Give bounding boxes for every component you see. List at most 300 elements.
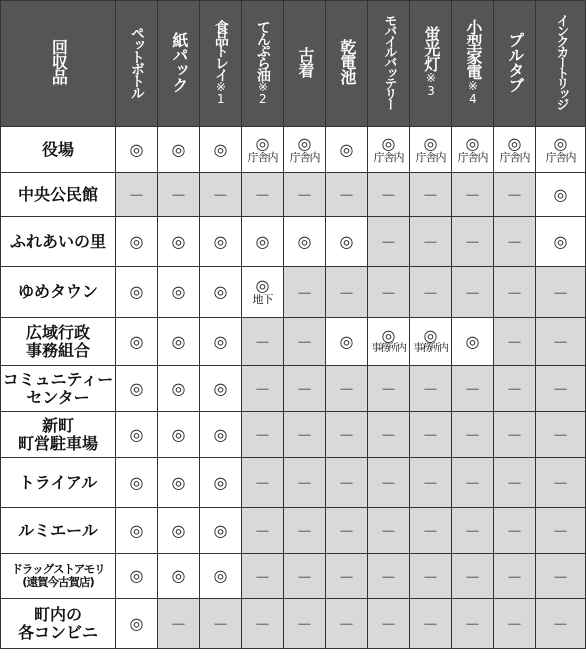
location-note: 庁舎内 (545, 150, 576, 164)
available-cell (200, 366, 242, 412)
unavailable-cell (284, 554, 326, 599)
unavailable-cell (452, 458, 494, 508)
unavailable-cell (536, 458, 586, 508)
column-header-9 (494, 1, 536, 127)
double-circle-icon: ◎ (255, 276, 270, 296)
column-header-text: 小型家電 (463, 18, 483, 79)
dash-mark: － (170, 186, 187, 205)
dash-mark: － (464, 380, 481, 399)
item-header-label: 回収品 (49, 39, 69, 84)
unavailable-cell (536, 508, 586, 554)
location-cell (1, 318, 116, 366)
location-note: 庁舎内 (415, 150, 446, 164)
dash-mark: － (422, 283, 439, 303)
unavailable-cell (452, 508, 494, 554)
available-cell (410, 127, 452, 173)
dash-mark: － (380, 186, 397, 205)
unavailable-cell (242, 599, 284, 649)
available-cell (116, 318, 158, 366)
available-cell (116, 458, 158, 508)
double-circle-icon: ◎ (255, 133, 270, 153)
column-header-label (422, 26, 439, 97)
dash-mark: － (506, 567, 523, 587)
double-circle-icon: ◎ (423, 133, 438, 153)
double-circle-icon: ◎ (213, 139, 228, 159)
column-header-note: ※1 (213, 79, 228, 104)
unavailable-cell (326, 554, 368, 599)
column-header-label (170, 32, 187, 92)
double-circle-icon: ◎ (129, 472, 144, 492)
unavailable-cell (200, 173, 242, 217)
unavailable-cell (410, 458, 452, 508)
column-header-text: プルタブ (505, 31, 525, 92)
location-note: 庁舎内 (499, 150, 530, 164)
unavailable-cell (410, 173, 452, 217)
table-row (1, 458, 586, 508)
double-circle-icon: ◎ (171, 472, 186, 492)
location-cell (1, 458, 116, 508)
dash-mark: － (552, 426, 569, 445)
available-cell (284, 217, 326, 267)
dash-mark: － (254, 615, 271, 634)
dash-mark: － (506, 186, 523, 205)
unavailable-cell (284, 267, 326, 318)
unavailable-cell (368, 599, 410, 649)
column-header-text: インクカートリッジ (553, 14, 569, 109)
dash-mark: － (338, 567, 355, 587)
available-cell (410, 318, 452, 366)
dash-mark: － (552, 380, 569, 399)
column-header-7 (410, 1, 452, 127)
column-header-3 (242, 1, 284, 127)
available-cell (368, 318, 410, 366)
double-circle-icon: ◎ (465, 331, 480, 351)
available-cell (116, 366, 158, 412)
double-circle-icon: ◎ (553, 133, 568, 153)
dash-mark: － (254, 522, 271, 541)
location-name-line: ゆめタウン (17, 282, 98, 302)
double-circle-icon: ◎ (213, 378, 228, 398)
unavailable-cell (284, 458, 326, 508)
dash-mark: － (212, 615, 229, 634)
column-header-label (382, 14, 396, 109)
column-header-8 (452, 1, 494, 127)
dash-mark: － (506, 522, 523, 541)
column-header-text: 乾電池 (337, 39, 357, 84)
double-circle-icon: ◎ (129, 520, 144, 540)
dash-mark: － (254, 333, 271, 352)
available-cell (116, 599, 158, 649)
dash-mark: － (422, 615, 439, 634)
dash-mark: － (296, 474, 313, 493)
dash-mark: － (464, 567, 481, 587)
location-name-line: 事務組合 (25, 340, 90, 360)
double-circle-icon: ◎ (171, 331, 186, 351)
unavailable-cell (410, 366, 452, 412)
dash-mark: － (380, 426, 397, 445)
dash-mark: － (422, 380, 439, 399)
location-name-line: トライアル (18, 472, 98, 492)
location-name-line: 新町 (41, 415, 74, 435)
unavailable-cell (410, 554, 452, 599)
available-cell (536, 173, 586, 217)
double-circle-icon: ◎ (339, 139, 354, 159)
table-body (1, 127, 586, 649)
dash-mark: － (552, 567, 569, 587)
unavailable-cell (242, 318, 284, 366)
dash-mark: － (254, 186, 271, 205)
unavailable-cell (284, 366, 326, 412)
dash-mark: － (552, 283, 569, 303)
available-cell (242, 217, 284, 267)
location-note: 庁舎内 (457, 150, 488, 164)
column-header-1 (158, 1, 200, 127)
table-row (1, 267, 586, 318)
dash-mark: － (380, 522, 397, 541)
column-header-0 (116, 1, 158, 127)
available-cell (158, 458, 200, 508)
double-circle-icon: ◎ (553, 184, 568, 204)
available-cell (326, 127, 368, 173)
location-note: 庁舎内 (247, 150, 278, 164)
double-circle-icon: ◎ (297, 133, 312, 153)
column-header-text: 食品トレイ (212, 19, 229, 80)
location-name-line: 広域行政 (25, 322, 90, 342)
unavailable-cell (452, 412, 494, 458)
dash-mark: － (422, 567, 439, 587)
dash-mark: － (338, 186, 355, 205)
column-header-label (255, 20, 270, 104)
available-cell (158, 217, 200, 267)
unavailable-cell (536, 412, 586, 458)
location-name-line: ルミエール (18, 520, 98, 540)
unavailable-cell (242, 173, 284, 217)
column-header-label (464, 19, 481, 105)
available-cell (284, 127, 326, 173)
dash-mark: － (464, 426, 481, 445)
location-name-line: 中央公民館 (17, 184, 98, 204)
dash-mark: － (464, 283, 481, 303)
unavailable-cell (242, 412, 284, 458)
table-row (1, 127, 586, 173)
double-circle-icon: ◎ (213, 424, 228, 444)
double-circle-icon: ◎ (381, 133, 396, 153)
unavailable-cell (452, 554, 494, 599)
unavailable-cell (242, 366, 284, 412)
unavailable-cell (410, 412, 452, 458)
available-cell (452, 127, 494, 173)
column-header-text: 古着 (295, 46, 315, 77)
dash-mark: － (464, 474, 481, 493)
dash-mark: － (422, 186, 439, 205)
dash-mark: － (422, 233, 439, 252)
double-circle-icon: ◎ (213, 520, 228, 540)
location-name-line: 町営駐車場 (17, 433, 98, 453)
location-note: 庁舎内 (373, 150, 404, 164)
unavailable-cell (284, 173, 326, 217)
column-header-5 (326, 1, 368, 127)
dash-mark: － (170, 615, 187, 634)
location-note: 地下 (252, 293, 273, 307)
dash-mark: － (464, 186, 481, 205)
unavailable-cell (494, 173, 536, 217)
available-cell (200, 412, 242, 458)
table-row (1, 366, 586, 412)
location-name-line: センター (26, 387, 90, 407)
available-cell (326, 217, 368, 267)
available-cell (158, 267, 200, 318)
unavailable-cell (368, 267, 410, 318)
unavailable-cell (200, 599, 242, 649)
header-row (1, 1, 586, 127)
location-cell (1, 366, 116, 412)
dash-mark: － (296, 380, 313, 399)
column-header-text: ペットボトル (128, 25, 145, 98)
unavailable-cell (242, 508, 284, 554)
unavailable-cell (326, 366, 368, 412)
available-cell (158, 554, 200, 599)
double-circle-icon: ◎ (129, 378, 144, 398)
available-cell (200, 127, 242, 173)
dash-mark: － (380, 615, 397, 634)
available-cell (536, 217, 586, 267)
unavailable-cell (368, 366, 410, 412)
dash-mark: － (552, 474, 569, 493)
unavailable-cell (410, 217, 452, 267)
dash-mark: － (506, 283, 523, 303)
dash-mark: － (506, 474, 523, 493)
unavailable-cell (368, 173, 410, 217)
unavailable-cell (326, 267, 368, 318)
dash-mark: － (380, 474, 397, 493)
unavailable-cell (494, 554, 536, 599)
unavailable-cell (536, 267, 586, 318)
location-name-line: 各コンビニ (17, 622, 98, 642)
unavailable-cell (494, 599, 536, 649)
available-cell (242, 267, 284, 318)
column-header-note: ※2 (255, 79, 270, 104)
available-cell (116, 508, 158, 554)
double-circle-icon: ◎ (129, 331, 144, 351)
unavailable-cell (494, 217, 536, 267)
double-circle-icon: ◎ (129, 139, 144, 159)
column-header-text: 蛍光灯 (421, 26, 441, 71)
double-circle-icon: ◎ (213, 282, 228, 301)
column-header-6 (368, 1, 410, 127)
location-cell (1, 508, 116, 554)
dash-mark: － (296, 615, 313, 634)
unavailable-cell (410, 508, 452, 554)
dash-mark: － (128, 186, 145, 205)
unavailable-cell (368, 508, 410, 554)
column-header-text: てんぷら油 (254, 19, 271, 80)
unavailable-cell (494, 458, 536, 508)
available-cell (116, 412, 158, 458)
location-name-line: 役場 (41, 139, 74, 159)
unavailable-cell (536, 554, 586, 599)
double-circle-icon: ◎ (339, 331, 354, 351)
column-header-label (129, 26, 144, 98)
unavailable-cell (536, 318, 586, 366)
unavailable-cell (284, 599, 326, 649)
dash-mark: － (422, 474, 439, 493)
column-header-label (554, 14, 568, 109)
column-header-text: 紙パック (169, 31, 189, 92)
dash-mark: － (296, 522, 313, 541)
unavailable-cell (452, 599, 494, 649)
table-row (1, 554, 586, 599)
double-circle-icon: ◎ (297, 231, 312, 251)
dash-mark: － (254, 380, 271, 399)
available-cell (116, 267, 158, 318)
dash-mark: － (380, 380, 397, 399)
unavailable-cell (326, 173, 368, 217)
unavailable-cell (410, 599, 452, 649)
available-cell (494, 127, 536, 173)
dash-mark: － (506, 333, 523, 352)
double-circle-icon: ◎ (171, 231, 186, 251)
location-name-line: ドラッグストアモリ (11, 562, 105, 577)
location-name-line: コミュニティー (2, 369, 114, 389)
unavailable-cell (368, 554, 410, 599)
unavailable-cell (494, 366, 536, 412)
dash-mark: － (380, 567, 397, 587)
unavailable-cell (284, 508, 326, 554)
available-cell (200, 217, 242, 267)
dash-mark: － (506, 615, 523, 634)
column-header-note: ※3 (423, 71, 438, 97)
unavailable-cell (494, 508, 536, 554)
double-circle-icon: ◎ (213, 472, 228, 492)
available-cell (158, 318, 200, 366)
dash-mark: － (464, 522, 481, 541)
unavailable-cell (242, 458, 284, 508)
dash-mark: － (380, 233, 397, 252)
dash-mark: － (552, 333, 569, 352)
unavailable-cell (242, 554, 284, 599)
available-cell (368, 127, 410, 173)
available-cell (242, 127, 284, 173)
dash-mark: － (296, 186, 313, 205)
unavailable-cell (494, 267, 536, 318)
table-header (1, 1, 586, 127)
table-row (1, 173, 586, 217)
unavailable-cell (452, 366, 494, 412)
column-header-2 (200, 1, 242, 127)
dash-mark: － (506, 426, 523, 445)
dash-mark: － (338, 615, 355, 634)
unavailable-cell (368, 217, 410, 267)
available-cell (326, 318, 368, 366)
table-row (1, 599, 586, 649)
dash-mark: － (422, 426, 439, 445)
dash-mark: － (254, 474, 271, 493)
location-cell (1, 412, 116, 458)
double-circle-icon: ◎ (171, 424, 186, 444)
double-circle-icon: ◎ (213, 566, 228, 585)
dash-mark: － (254, 426, 271, 445)
dash-mark: － (296, 333, 313, 352)
available-cell (200, 267, 242, 318)
unavailable-cell (452, 173, 494, 217)
available-cell (536, 127, 586, 173)
double-circle-icon: ◎ (129, 613, 144, 633)
column-header-note: ※4 (465, 78, 480, 105)
column-header-label (338, 39, 355, 84)
available-cell (158, 127, 200, 173)
unavailable-cell (368, 458, 410, 508)
location-name-line: (遠賀今古賀店) (22, 575, 94, 589)
unavailable-cell (452, 217, 494, 267)
available-cell (158, 366, 200, 412)
unavailable-cell (536, 366, 586, 412)
double-circle-icon: ◎ (171, 139, 186, 159)
location-cell (1, 599, 116, 649)
unavailable-cell (494, 318, 536, 366)
unavailable-cell (326, 599, 368, 649)
location-name-line: 町内の (33, 604, 82, 624)
unavailable-cell (452, 267, 494, 318)
location-note: 事務所内 (371, 343, 406, 355)
double-circle-icon: ◎ (553, 231, 568, 251)
location-name-line: ふれあいの里 (9, 231, 106, 251)
available-cell (200, 318, 242, 366)
unavailable-cell (326, 458, 368, 508)
table-row (1, 508, 586, 554)
dash-mark: － (338, 380, 355, 399)
dash-mark: － (506, 380, 523, 399)
double-circle-icon: ◎ (129, 282, 144, 301)
double-circle-icon: ◎ (171, 566, 186, 585)
column-header-text: モバイルバッテリー (381, 14, 397, 109)
location-cell (1, 217, 116, 267)
double-circle-icon: ◎ (381, 326, 396, 346)
table-row (1, 217, 586, 267)
double-circle-icon: ◎ (171, 520, 186, 540)
column-header-4 (284, 1, 326, 127)
dash-mark: － (552, 522, 569, 541)
double-circle-icon: ◎ (213, 231, 228, 251)
available-cell (116, 554, 158, 599)
unavailable-cell (158, 173, 200, 217)
dash-mark: － (338, 283, 355, 303)
location-cell (1, 173, 116, 217)
double-circle-icon: ◎ (507, 133, 522, 153)
unavailable-cell (326, 508, 368, 554)
dash-mark: － (380, 283, 397, 303)
location-cell (1, 554, 116, 599)
dash-mark: － (552, 615, 569, 634)
column-header-label (213, 20, 228, 104)
available-cell (116, 217, 158, 267)
available-cell (452, 318, 494, 366)
double-circle-icon: ◎ (129, 424, 144, 444)
column-header-label (296, 47, 313, 77)
available-cell (200, 554, 242, 599)
dash-mark: － (254, 567, 271, 587)
table-row (1, 318, 586, 366)
column-header-10 (536, 1, 586, 127)
location-note: 庁舎内 (289, 150, 320, 164)
unavailable-cell (158, 599, 200, 649)
location-cell (1, 127, 116, 173)
double-circle-icon: ◎ (255, 231, 270, 251)
dash-mark: － (338, 522, 355, 541)
double-circle-icon: ◎ (213, 331, 228, 351)
double-circle-icon: ◎ (423, 326, 438, 346)
unavailable-cell (116, 173, 158, 217)
available-cell (158, 508, 200, 554)
